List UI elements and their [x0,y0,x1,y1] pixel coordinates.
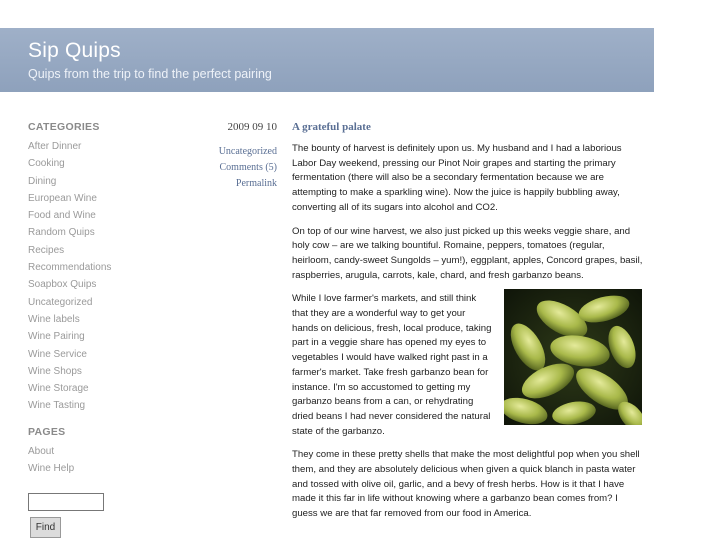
category-link[interactable]: Random Quips [28,227,95,239]
post-category-link[interactable]: Uncategorized [218,146,277,157]
category-link[interactable]: Wine Tasting [28,400,86,412]
site-tagline: Quips from the trip to find the perfect pairing [28,67,272,81]
search-input[interactable] [28,493,104,511]
post-paragraph: They come in these pretty shells that make the most delightful pop when you shell them, and they are absolutely delicious when given a quick blanch in pasta water and tossed with olive oil, garlic, and a bevy of fresh herbs. How is it that I have made it this far in life without knowing where a garbanzo bean comes from? I guess we are that far removed from our food in America. [292,449,640,520]
page-link-about[interactable]: About [28,445,55,457]
site-header [0,28,654,92]
category-link[interactable]: Dining [28,175,57,187]
pages-list [28,443,178,478]
category-link[interactable]: Wine Shops [28,365,82,377]
categories-heading: CATEGORIES [28,121,100,133]
find-button[interactable]: Find [30,517,61,538]
post-permalink[interactable]: Permalink [235,178,277,189]
garbanzo-beans-photo [504,289,642,425]
category-link[interactable]: Wine Pairing [28,331,85,343]
category-link[interactable]: Recommendations [28,262,112,274]
category-link[interactable]: Wine labels [28,313,80,325]
garbanzo-beans-illustration [504,289,642,425]
category-link[interactable]: Wine Storage [28,383,89,395]
pages-heading: PAGES [28,425,66,438]
page-link-wine-help[interactable]: Wine Help [28,463,75,475]
sidebar [28,121,178,477]
post-date: 2009 09 10 [227,121,277,133]
category-link[interactable]: Soapbox Quips [28,279,97,291]
category-link[interactable]: Wine Service [28,348,87,360]
categories-list [28,138,178,415]
post-title[interactable]: A grateful palate [292,121,371,133]
pages-section [28,426,178,478]
category-link[interactable]: After Dinner [28,141,82,152]
site-title[interactable]: Sip Quips [28,39,121,62]
post-paragraph: While I love farmer's markets, and still think that they are a wonderful way to get your hands on delicious, fresh, local produce, taking part in a veggie share has opened my eyes to vegetables I would have walked right past in a farmer's market. Take fresh garbanzo bean for instance. I'm so accustomed to getting my garbanzo beans from a can, or rehydrating dried beans I had never considered the natural state of the garbanzo. [292,293,492,437]
category-link[interactable]: Cooking [28,158,65,170]
category-link[interactable]: Uncategorized [28,296,93,308]
post-paragraph: On top of our wine harvest, we also just picked up this weeks veggie share, and holy cow – are we talking bountiful. Romaine, peppers, tomatoes (regular, heirloom, candy-sweet Sungolds – yum!), eggplant, apples, Concord grapes, basil, raspberries, arugula, carrots, kale, chard, and fresh garbanzo beans. [292,225,643,281]
post-content [292,121,644,531]
category-link[interactable]: Food and Wine [28,210,96,222]
post-meta [219,121,277,192]
post-comments-link[interactable]: Comments (5) [219,162,277,173]
post-image-block [292,292,644,439]
category-link[interactable]: Recipes [28,244,65,256]
post-paragraph: The bounty of harvest is definitely upon us. My husband and I had a laborious Labor Day weekend, pressing our Pinot Noir grapes and starting the primary fermentation (there will also be a secondary fermentation because we are attempting to make a sparkling wine). Now the juice is happily bubbling away, converting all of its sugars into alcohol and CO2. [292,143,622,213]
category-link[interactable]: European Wine [28,192,97,204]
